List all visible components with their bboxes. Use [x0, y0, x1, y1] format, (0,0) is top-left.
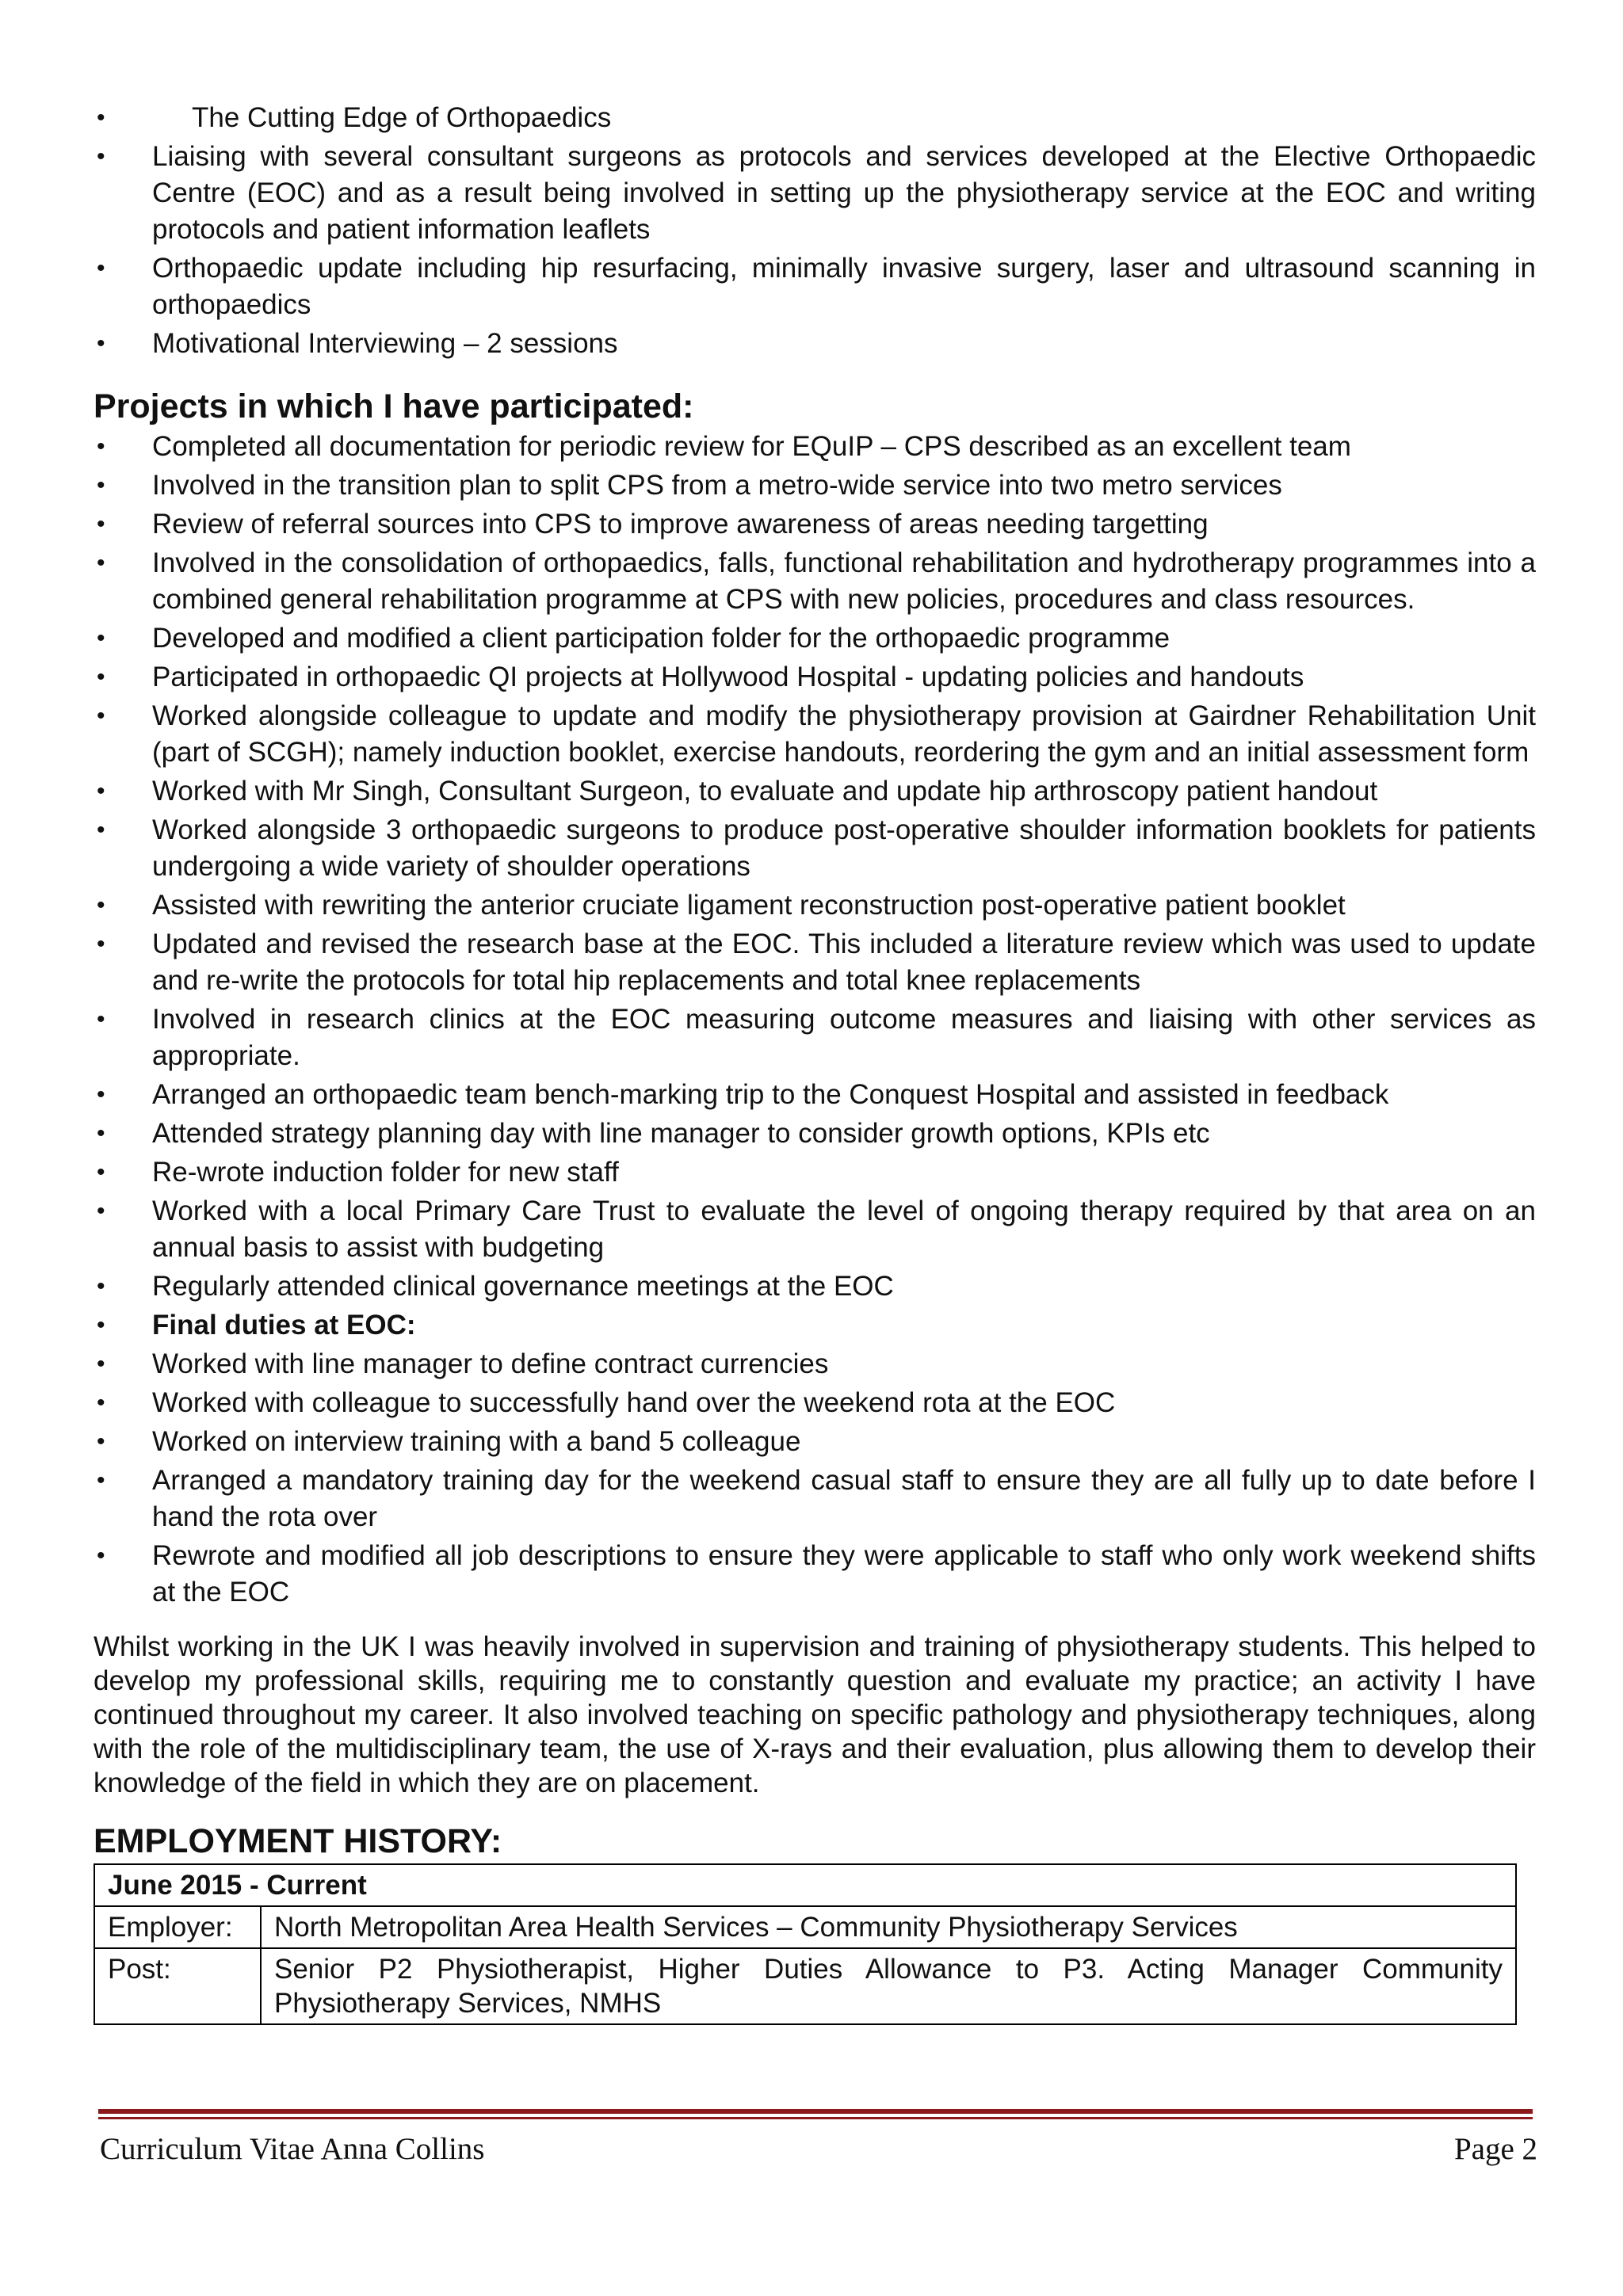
bullet-icon: • — [97, 1428, 105, 1455]
bullet-icon: • — [97, 550, 105, 576]
list-item: • Motivational Interviewing – 2 sessions — [94, 326, 1536, 362]
footer-rule — [98, 2109, 1533, 2114]
list-item: • Arranged a mandatory training day for the weekend casual staff to ensure they are all fully up to date before I hand the rota over — [94, 1463, 1536, 1535]
list-item: • Re-wrote induction folder for new staff — [94, 1154, 1536, 1191]
employer-value: North Metropolitan Area Health Services – Community Physiotherapy Services — [261, 1906, 1516, 1948]
list-item: • Review of referral sources into CPS to improve awareness of areas needing targetting — [94, 506, 1536, 543]
post-label: Post: — [94, 1948, 261, 2024]
employment-heading: EMPLOYMENT HISTORY: — [94, 1822, 502, 1860]
list-item: • Worked with Mr Singh, Consultant Surgeon, to evaluate and update hip arthroscopy patient handout — [94, 773, 1536, 810]
bullet-icon: • — [97, 1312, 105, 1338]
bullet-icon: • — [97, 931, 105, 957]
list-item: • Updated and revised the research base at the EOC. This included a literature review which was used to update and re-write the protocols for total hip replacements and total knee replacements — [94, 926, 1536, 999]
bullet-icon: • — [97, 817, 105, 843]
table-row — [94, 1864, 1516, 1906]
bullet-icon: • — [97, 1120, 105, 1146]
footer-rule-thin — [98, 2117, 1533, 2119]
list-item: • Worked with a local Primary Care Trust to evaluate the level of ongoing therapy required by that area on an annual basis to assist with budgeting — [94, 1193, 1536, 1266]
bullet-icon: • — [97, 1081, 105, 1108]
list-item: • Worked on interview training with a band 5 colleague — [94, 1424, 1536, 1460]
bullet-icon: • — [97, 1351, 105, 1377]
list-item: • Worked alongside 3 orthopaedic surgeons to produce post-operative shoulder information booklets for patients undergoing a wide variety of shoulder operations — [94, 812, 1536, 885]
bullet-icon: • — [97, 1273, 105, 1299]
employer-label: Employer: — [94, 1906, 261, 1948]
page-content — [94, 100, 1536, 2025]
bullet-icon: • — [97, 330, 105, 357]
list-item: • Involved in the consolidation of orthopaedics, falls, functional rehabilitation and hydrotherapy programmes into a combined general rehabilitation programme at CPS with new policies, procedures and class resources. — [94, 545, 1536, 618]
list-item: • Completed all documentation for periodic review for EQuIP – CPS described as an excellent team — [94, 429, 1536, 465]
bullet-icon: • — [97, 778, 105, 804]
bullet-icon: • — [97, 143, 105, 170]
table-row — [94, 1906, 1516, 1948]
bullet-icon: • — [97, 1467, 105, 1493]
bullet-icon: • — [97, 105, 105, 131]
bullet-icon: • — [97, 1198, 105, 1224]
list-item: • Involved in the transition plan to split CPS from a metro-wide service into two metro services — [94, 467, 1536, 504]
top-bullet-list — [94, 100, 1536, 362]
list-item: • Worked alongside colleague to update and modify the physiotherapy provision at Gairdner Rehabilitation Unit (part of SCGH); namely induction booklet, exercise handouts, reordering the gym and an initial assessment form — [94, 698, 1536, 771]
employment-period: June 2015 - Current — [94, 1864, 1516, 1906]
list-item: • Worked with line manager to define contract currencies — [94, 1346, 1536, 1383]
bullet-icon: • — [97, 1543, 105, 1569]
post-value: Senior P2 Physiotherapist, Higher Duties Allowance to P3. Acting Manager Community Physiotherapy Services, NMHS — [261, 1948, 1516, 2024]
page-number: Page 2 — [1453, 2132, 1537, 2166]
bullet-icon: • — [97, 1159, 105, 1185]
bullet-icon: • — [97, 892, 105, 918]
list-item: • Participated in orthopaedic QI projects at Hollywood Hospital - updating policies and handouts — [94, 659, 1536, 696]
bullet-icon: • — [97, 1006, 105, 1032]
uk-experience-paragraph: Whilst working in the UK I was heavily involved in supervision and training of physiotherapy students. This helped to develop my professional skills, requiring me to constantly question and evaluate my practice; an activity I have continued throughout my career. It also involved teaching on specific pathology and physiotherapy techniques, along with the role of the multidisciplinary team, the use of X-rays and their evaluation, plus allowing them to develop their knowledge of the field in which they are on placement. — [94, 1631, 1536, 1798]
list-item: • Orthopaedic update including hip resurfacing, minimally invasive surgery, laser and ultrasound scanning in orthopaedics — [94, 250, 1536, 323]
bullet-icon: • — [97, 1390, 105, 1416]
list-item: • Assisted with rewriting the anterior cruciate ligament reconstruction post-operative patient booklet — [94, 887, 1536, 924]
projects-list — [94, 429, 1536, 1611]
list-item: • Liaising with several consultant surgeons as protocols and services developed at the Elective Orthopaedic Centre (EOC) and as a result being involved in setting up the physiotherapy service at the EOC and writing protocols and patient information leaflets — [94, 139, 1536, 248]
employment-table — [94, 1863, 1517, 2025]
bullet-icon: • — [97, 625, 105, 651]
list-item: • Developed and modified a client participation folder for the orthopaedic programme — [94, 620, 1536, 657]
bullet-icon: • — [97, 472, 105, 498]
table-row — [94, 1948, 1516, 2024]
bullet-icon: • — [97, 664, 105, 690]
bullet-icon: • — [97, 433, 105, 460]
list-item: • Involved in research clinics at the EOC measuring outcome measures and liaising with other services as appropriate. — [94, 1001, 1536, 1074]
list-item: • Worked with colleague to successfully hand over the weekend rota at the EOC — [94, 1385, 1536, 1421]
bullet-icon: • — [97, 703, 105, 729]
list-item: • Rewrote and modified all job descriptions to ensure they were applicable to staff who only work weekend shifts at the EOC — [94, 1538, 1536, 1611]
list-item: • Final duties at EOC: — [94, 1307, 1536, 1344]
list-item: • The Cutting Edge of Orthopaedics — [94, 100, 1536, 136]
bullet-icon: • — [97, 511, 105, 537]
list-item: • Attended strategy planning day with line manager to consider growth options, KPIs etc — [94, 1116, 1536, 1152]
list-item: • Arranged an orthopaedic team bench-marking trip to the Conquest Hospital and assisted in feedback — [94, 1077, 1536, 1113]
footer-title: Curriculum Vitae Anna Collins — [100, 2132, 485, 2166]
list-item: • Regularly attended clinical governance meetings at the EOC — [94, 1268, 1536, 1305]
bullet-icon: • — [97, 255, 105, 281]
projects-heading: Projects in which I have participated: — [94, 387, 694, 425]
